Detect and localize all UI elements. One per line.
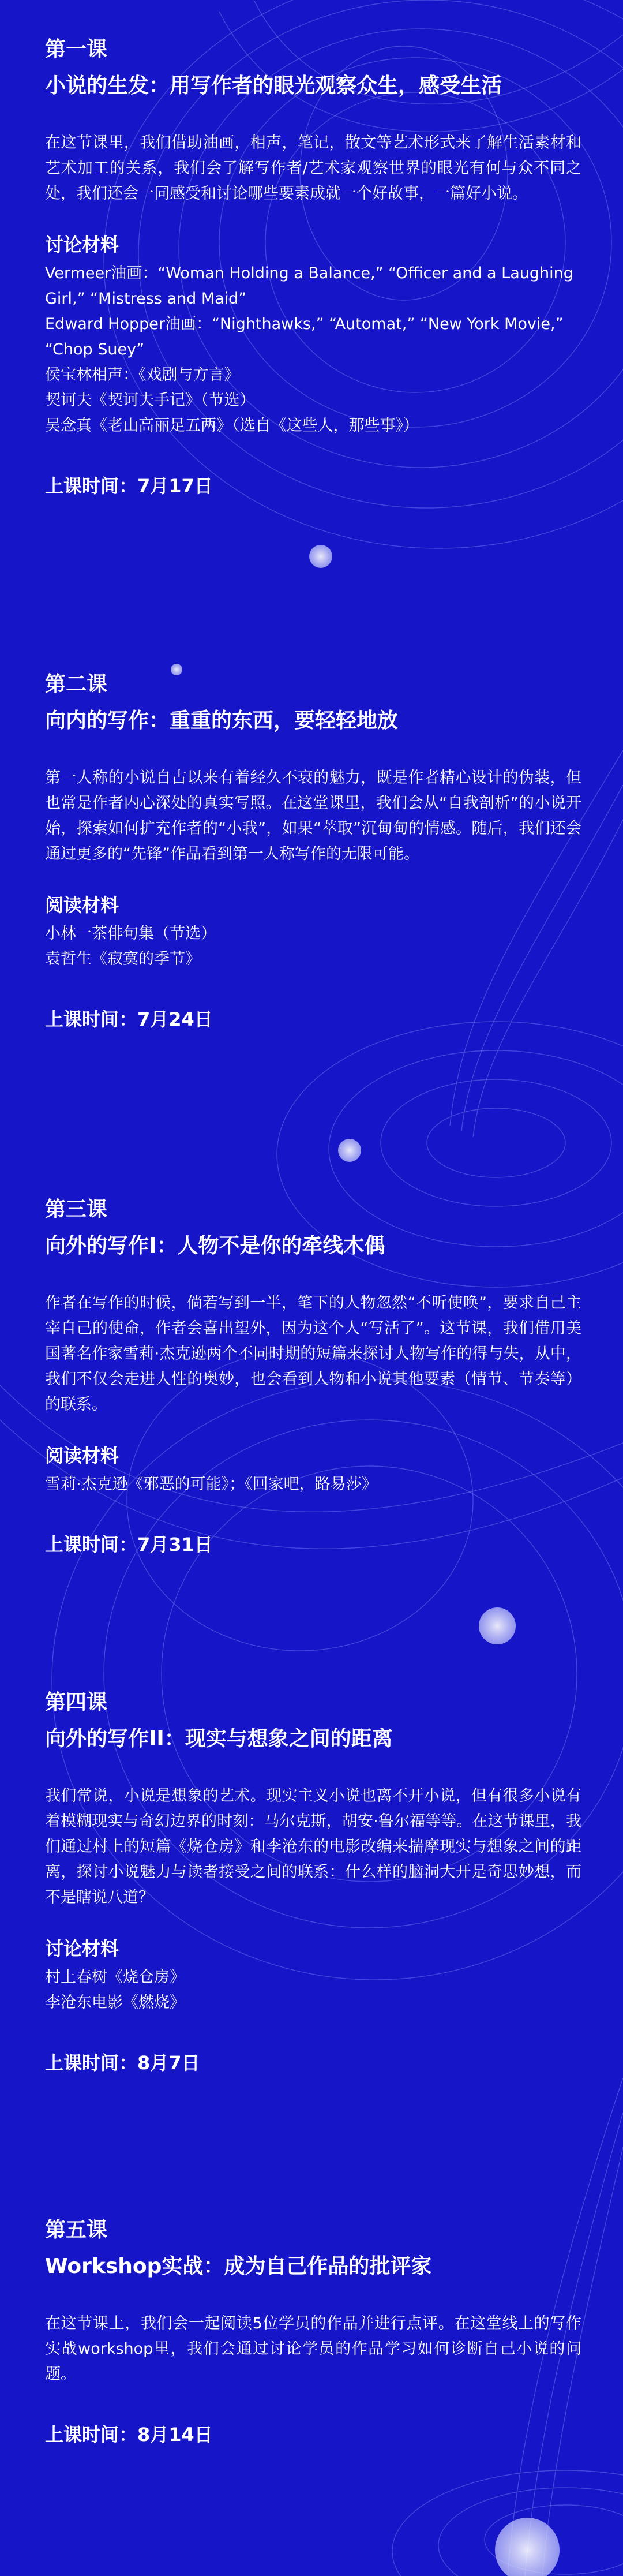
material-item: 契诃夫《契诃夫手记》（节选） [45, 391, 256, 409]
material-item: 小林一茶俳句集（节选） [45, 925, 216, 943]
class-time: 上课时间：7月24日 [45, 1008, 213, 1030]
lesson-number: 第二课 [45, 672, 108, 696]
lesson-4 [45, 1689, 581, 2076]
material-item: Vermeer油画：“Woman Holding a Balance,” “Officer and a Laughing Girl,” “Mistress and Maid” [45, 264, 573, 308]
class-time: 上课时间：8月14日 [45, 2424, 213, 2446]
lesson-number: 第五课 [45, 2218, 108, 2242]
lesson-2 [45, 671, 581, 1032]
lesson-number: 第三课 [45, 1198, 108, 1221]
material-item: 吴念真《老山高丽足五两》（选自《这些人，那些事》） [45, 417, 419, 435]
lesson-5 [45, 2216, 581, 2447]
class-time: 上课时间：7月17日 [45, 475, 213, 497]
materials-heading: 阅读材料 [45, 1445, 119, 1467]
lesson-title: 向外的写作I：人物不是你的牵线木偶 [45, 1234, 385, 1258]
material-item: 雪莉·杰克逊《邪恶的可能》；《回家吧，路易莎》 [45, 1475, 377, 1493]
lesson-3 [45, 1196, 581, 1557]
material-item: 李沧东电影《燃烧》 [45, 1994, 185, 2012]
lesson-description: 我们常说，小说是想象的艺术。现实主义小说也离不开小说，但有很多小说有着模糊现实与奇幻边界的时刻：马尔克斯，胡安·鲁尔福等等。在这节课里，我们通过村上的短篇《烧仓房》和李沧东的电影改编来揣摩现实与想象之间的距离，探讨小说魅力与读者接受之间的联系：什么样的脑洞大开是奇思妙想，而不是瞎说八道？ [45, 1787, 581, 1906]
lesson-1 [45, 36, 581, 499]
materials-list [45, 921, 581, 972]
class-time: 上课时间：7月31日 [45, 1534, 213, 1556]
materials-heading: 阅读材料 [45, 894, 119, 916]
material-item: Edward Hopper油画：“Nighthawks,” “Automat,” “New York Movie,” “Chop Suey” [45, 315, 564, 358]
lesson-description: 作者在写作的时候，倘若写到一半，笔下的人物忽然“不听使唤”，要求自己主宰自己的使命，作者会喜出望外，因为这个人“写活了”。这节课，我们借用美国著名作家雪莉·杰克逊两个不同时期的短篇来探讨人物写作的得与失，从中，我们不仅会走进人性的奥妙，也会看到人物和小说其他要素（情节、节奏等）的联系。 [45, 1294, 581, 1414]
materials-list [45, 261, 581, 439]
lesson-description: 第一人称的小说自古以来有着经久不衰的魅力，既是作者精心设计的伪装，但也常是作者内心深处的真实写照。在这堂课里，我们会从“自我剖析”的小说开始，探索如何扩充作者的“小我”，如果“萃取”沉甸甸的情感。随后，我们还会通过更多的“先锋”作品看到第一人称写作的无限可能。 [45, 769, 581, 863]
materials-heading: 讨论材料 [45, 234, 119, 256]
lesson-title: Workshop实战：成为自己作品的批评家 [45, 2255, 432, 2278]
lesson-title: 小说的生发：用写作者的眼光观察众生，感受生活 [45, 74, 502, 98]
material-item: 村上春树《烧仓房》 [45, 1968, 185, 1986]
materials-list [45, 1472, 581, 1497]
materials-list [45, 1965, 581, 2016]
class-time: 上课时间：8月7日 [45, 2052, 200, 2074]
lesson-number: 第四课 [45, 1691, 108, 1714]
lesson-title: 向内的写作：重重的东西，要轻轻地放 [45, 709, 399, 732]
material-item: 袁哲生《寂寞的季节》 [45, 950, 201, 968]
materials-heading: 讨论材料 [45, 1938, 119, 1960]
lesson-description: 在这节课上，我们会一起阅读5位学员的作品并进行点评。在这堂线上的写作实战workshop里，我们会通过讨论学员的作品学习如何诊断自己小说的问题。 [45, 2315, 581, 2383]
material-item: 侯宝林相声：《戏剧与方言》 [45, 366, 240, 384]
lesson-number: 第一课 [45, 38, 108, 61]
lesson-title: 向外的写作II：现实与想象之间的距离 [45, 1727, 393, 1751]
lesson-description: 在这节课里，我们借助油画，相声，笔记，散文等艺术形式来了解生活素材和艺术加工的关系，我们会了解写作者/艺术家观察世界的眼光有何与众不同之处，我们还会一同感受和讨论哪些要素成就一个好故事，一篇好小说。 [45, 134, 581, 203]
